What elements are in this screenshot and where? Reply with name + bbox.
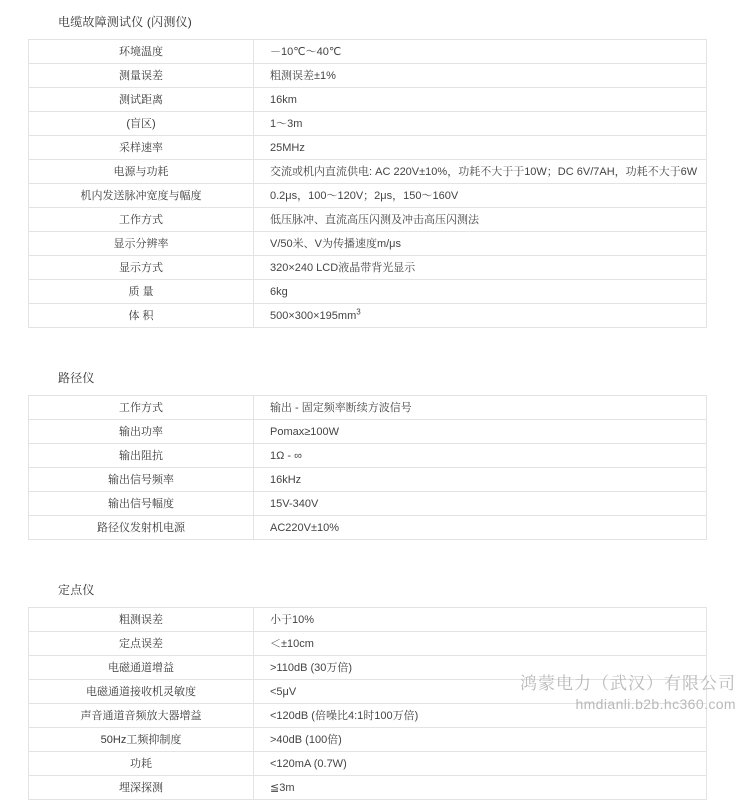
section-title: 路径仪 xyxy=(58,371,95,385)
table-row xyxy=(29,608,707,632)
spec-label: (盲区) xyxy=(29,112,254,136)
spec-value: 小于10% xyxy=(254,608,707,632)
spec-table-pinpointer xyxy=(28,607,707,800)
spec-value: ≦3m xyxy=(254,776,707,800)
spec-label: 输出功率 xyxy=(29,420,254,444)
spec-label: 工作方式 xyxy=(29,208,254,232)
spec-section-pinpointer xyxy=(0,582,750,800)
spec-value: ＜±10cm xyxy=(254,632,707,656)
watermark-company-name: 鸿蒙电力（武汉）有限公司 xyxy=(520,674,736,693)
table-row xyxy=(29,136,707,160)
spec-value: 16km xyxy=(254,88,707,112)
table-row xyxy=(29,396,707,420)
section-title: 定点仪 xyxy=(58,583,95,597)
spec-value: 16kHz xyxy=(254,468,707,492)
spec-label: 埋深探测 xyxy=(29,776,254,800)
table-row xyxy=(29,704,707,728)
watermark-website-url: hmdianli.b2b.hc360.com xyxy=(575,696,736,712)
spec-value-superscript: 3 xyxy=(356,306,361,316)
spec-label: 50Hz工频抑制度 xyxy=(29,728,254,752)
spec-section-path-locator xyxy=(0,370,750,540)
spec-value: >110dB (30万倍) xyxy=(254,656,707,680)
spec-value: 15V-340V xyxy=(254,492,707,516)
table-row xyxy=(29,632,707,656)
table-row xyxy=(29,516,707,540)
spec-label: 采样速率 xyxy=(29,136,254,160)
spec-value: <120dB (倍噪比4:1时100万倍) xyxy=(254,704,707,728)
spec-label: 显示分辨率 xyxy=(29,232,254,256)
spec-value: 1Ω - ∞ xyxy=(254,444,707,468)
spec-value: 6kg xyxy=(254,280,707,304)
spec-label: 质 量 xyxy=(29,280,254,304)
spec-value: >40dB (100倍) xyxy=(254,728,707,752)
table-row xyxy=(29,468,707,492)
spec-label: 机内发送脉冲宽度与幅度 xyxy=(29,184,254,208)
table-row xyxy=(29,184,707,208)
table-row xyxy=(29,776,707,800)
spec-value: －10℃～40℃ xyxy=(254,40,707,64)
table-row xyxy=(29,304,707,328)
spec-value: 输出 - 固定频率断续方波信号 xyxy=(254,396,707,420)
table-row xyxy=(29,492,707,516)
table-row xyxy=(29,64,707,88)
spec-value: <5μV xyxy=(254,680,707,704)
table-row xyxy=(29,444,707,468)
spec-table-path-locator xyxy=(28,395,707,540)
spec-label: 电源与功耗 xyxy=(29,160,254,184)
spec-label: 粗测误差 xyxy=(29,608,254,632)
spec-label: 声音通道音频放大器增益 xyxy=(29,704,254,728)
spec-label: 输出阻抗 xyxy=(29,444,254,468)
table-row xyxy=(29,280,707,304)
spec-value: AC220V±10% xyxy=(254,516,707,540)
spec-label: 电磁通道增益 xyxy=(29,656,254,680)
table-row xyxy=(29,208,707,232)
spec-label: 显示方式 xyxy=(29,256,254,280)
table-row xyxy=(29,752,707,776)
spec-table-cable-fault-tester xyxy=(28,39,707,328)
spec-value xyxy=(254,304,707,328)
table-row xyxy=(29,680,707,704)
spec-value: 1～3m xyxy=(254,112,707,136)
table-row xyxy=(29,232,707,256)
spec-document-page xyxy=(0,14,750,794)
table-row xyxy=(29,656,707,680)
spec-label: 输出信号频率 xyxy=(29,468,254,492)
section-title: 电缆故障测试仪 (闪测仪) xyxy=(58,15,192,29)
spec-label: 测量误差 xyxy=(29,64,254,88)
spec-label: 环境温度 xyxy=(29,40,254,64)
spec-value: 粗测误差±1% xyxy=(254,64,707,88)
table-row xyxy=(29,728,707,752)
spec-label: 路径仪发射机电源 xyxy=(29,516,254,540)
table-row xyxy=(29,112,707,136)
spec-label: 体 积 xyxy=(29,304,254,328)
table-row xyxy=(29,420,707,444)
table-row xyxy=(29,88,707,112)
spec-value: Pomax≥100W xyxy=(254,420,707,444)
spec-label: 测试距离 xyxy=(29,88,254,112)
spec-label: 定点误差 xyxy=(29,632,254,656)
spec-value: 0.2μs，100～120V；2μs，150～160V xyxy=(254,184,707,208)
spec-label: 功耗 xyxy=(29,752,254,776)
spec-value: 320×240 LCD液晶带背光显示 xyxy=(254,256,707,280)
spec-value: <120mA (0.7W) xyxy=(254,752,707,776)
spec-label: 电磁通道接收机灵敏度 xyxy=(29,680,254,704)
spec-value-text: 500×300×195mm xyxy=(270,309,357,322)
spec-value: 交流或机内直流供电: AC 220V±10%，功耗不大于于10W；DC 6V/7AH，功耗不大于6W xyxy=(254,160,707,184)
table-row xyxy=(29,160,707,184)
spec-label: 工作方式 xyxy=(29,396,254,420)
table-row xyxy=(29,40,707,64)
spec-value: V/50米、V为传播速度m/μs xyxy=(254,232,707,256)
spec-value: 低压脉冲、直流高压闪测及冲击高压闪测法 xyxy=(254,208,707,232)
spec-section-cable-fault-tester xyxy=(0,14,750,328)
table-row xyxy=(29,256,707,280)
spec-value: 25MHz xyxy=(254,136,707,160)
spec-label: 输出信号幅度 xyxy=(29,492,254,516)
